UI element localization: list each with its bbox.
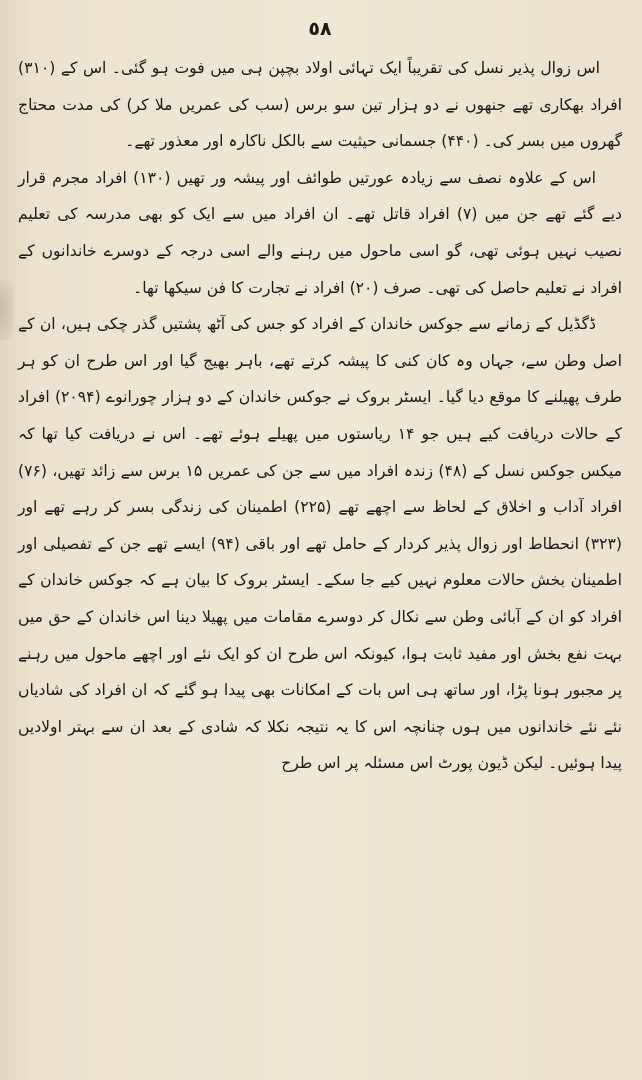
paragraph-3: ڈگڈیل کے زمانے سے جوکس خاندان کے افراد کو جس کی آٹھ پشتیں گذر چکی ہیں، ان کے اصل وطن سے، جہاں وہ کان کنی کا پیشہ کرتے تھے، باہر بھیج گیا اور اس طرح ان کو ہر طرف پھیلنے کا موقع دیا گیا۔ ایسٹر بروک نے جوکس خاندان کے دو ہزار چورانوے (۲۰۹۴) افراد کے حالات دریافت کیے ہیں جو ۱۴ ریاستوں میں پھیلے ہوئے تھے۔ اس نے دریافت کیا تھا کہ میکس جوکس نسل کے (۴۸) زندہ افراد میں سے جن کی عمریں ۱۵ برس سے زائد تھیں، (۷۶) افراد آداب و اخلاق کے لحاظ سے اچھے تھے (۲۲۵) اطمینان کی زندگی بسر کر رہے تھے اور (۳۲۳) انحطاط اور زوال پذیر کردار کے حامل تھے اور باقی (۹۴) ایسے تھے جن کے تفصیلی اور اطمینان بخش حالات معلوم نہیں کیے جا سکے۔ ایسٹر بروک کا بیان ہے کہ جوکس خاندان کے افراد کو ان کے آبائی وطن سے نکال کر دوسرے مقامات میں پھیلا دینا اس خاندان کے حق میں بہت نفع بخش اور مفید ثابت ہوا، کیونکہ اس طرح ان کو ایک نئے اور اچھے ماحول میں رہنے پر مجبور ہونا پڑا، اور ساتھ ہی اس بات کے امکانات بھی پیدا ہو گئے کہ ان افراد کی شادیاں نئے نئے خاندانوں میں ہوں چنانچہ اس کا یہ نتیجہ نکلا کہ شادی کے بعد ان سے بہتر اولادیں پیدا ہوئیں۔ لیکن ڈیون پورٹ اس مسئلہ پر اس طرح [18,315,623,773]
page-number: ٥٨ [308,18,332,40]
page-edge-stain [0,280,14,340]
paragraph-1: اس زوال پذیر نسل کی تقریباً ایک تہائی اولاد بچپن ہی میں فوت ہو گئی۔ اس کے (۳۱۰) افراد بھکاری تھے جنھوں نے دو ہزار تین سو برس (سب کی عمریں ملا کر) کی مدت محتاج گھروں میں بسر کی۔ (۴۴۰) جسمانی حیثیت سے بالکل ناکارہ اور معذور تھے۔ [18,59,622,151]
paragraph-2: اس کے علاوہ نصف سے زیادہ عورتیں طوائف اور پیشہ ور تھیں (۱۳۰) افراد مجرم قرار دیے گئے تھے جن میں (۷) افراد قاتل تھے۔ ان افراد میں سے ایک کو بھی مدرسہ کی تعلیم نصیب نہیں ہوئی تھی، گو اسی ماحول میں رہنے والے اسی درجہ کے دوسرے خاندانوں کے افراد نے تعلیم حاصل کی تھی۔ صرف (۲۰) افراد نے تجارت کا فن سیکھا تھا۔ [18,168,622,297]
page-body [18,50,622,782]
